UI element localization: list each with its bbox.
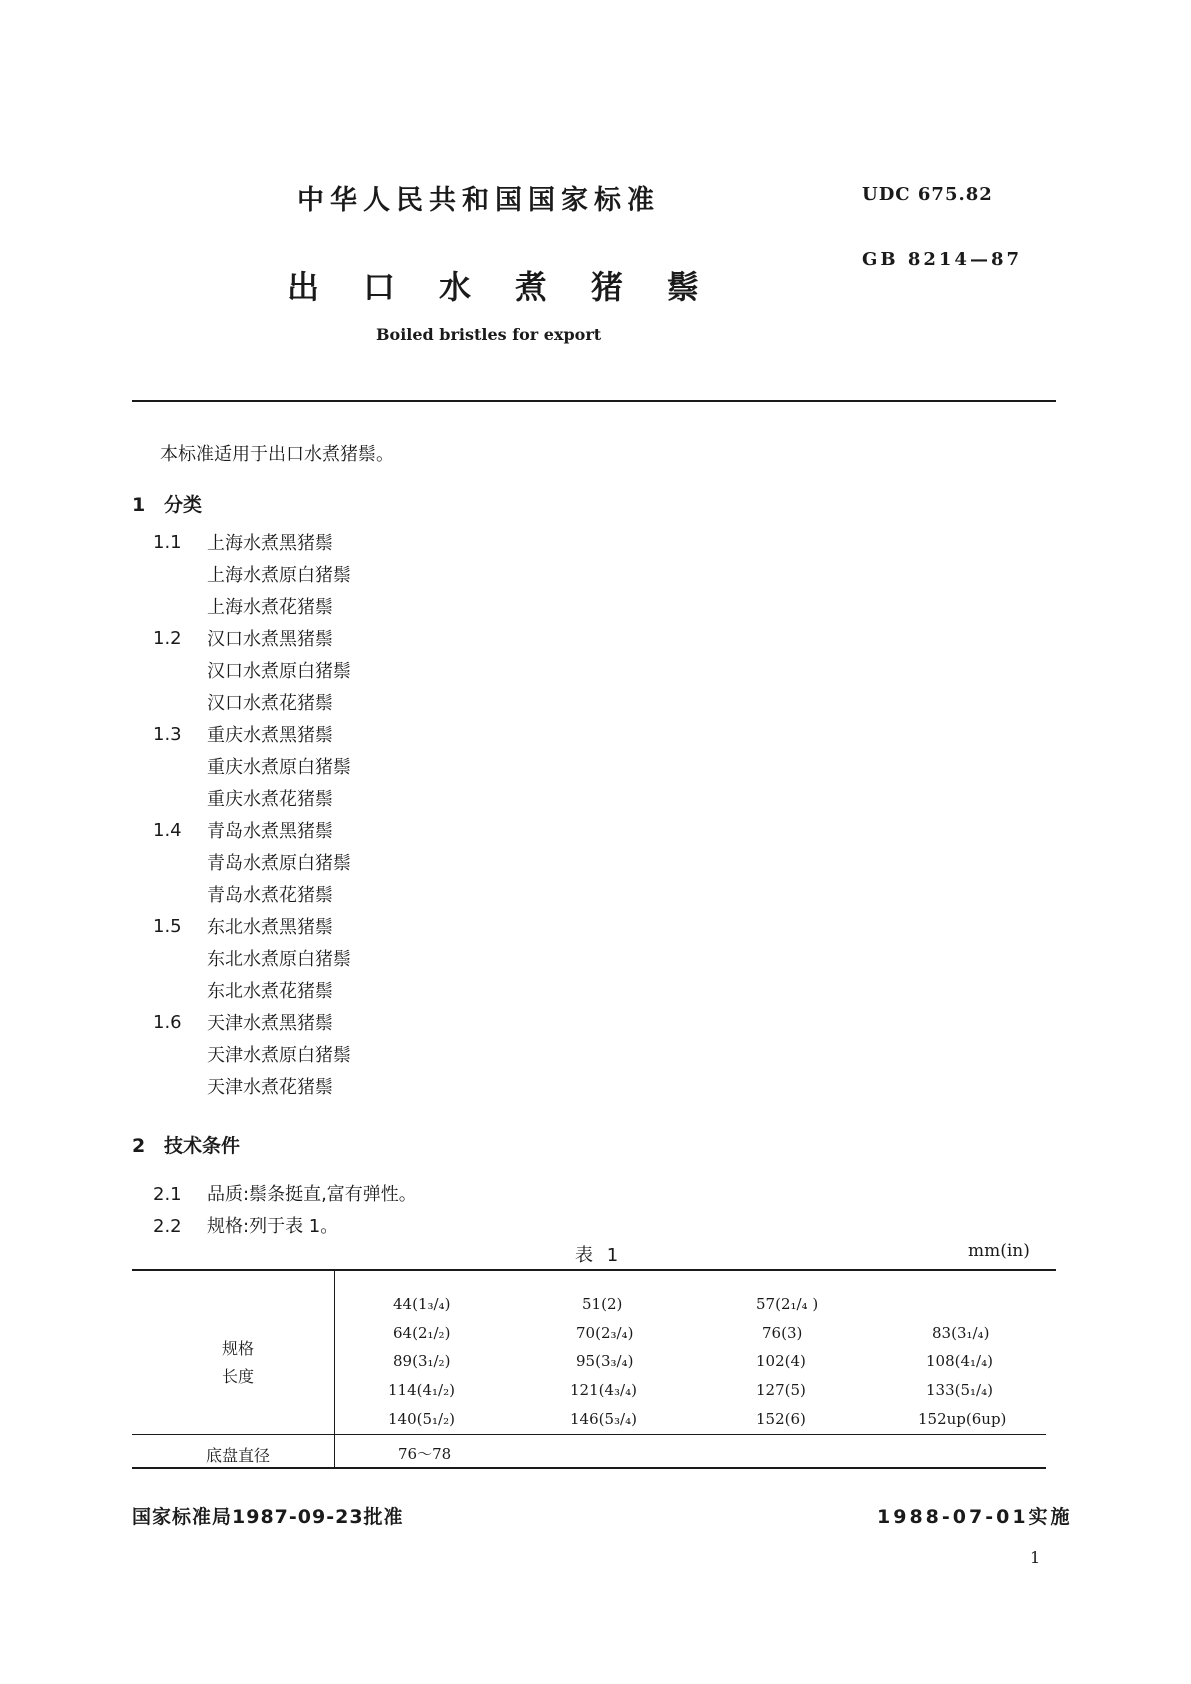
classification-item: 上海水煮花猪鬃: [207, 597, 333, 618]
clause-number: 2.2: [153, 1216, 182, 1237]
classification-item: 汉口水煮花猪鬃: [207, 693, 333, 714]
table-cell: 89(3₁/₂): [393, 1352, 451, 1370]
classification-item: 天津水煮花猪鬃: [207, 1077, 333, 1098]
base-diameter-value: 76～78: [398, 1445, 452, 1463]
clause-2-1: [153, 1180, 417, 1206]
classification-item: 上海水煮原白猪鬃: [207, 565, 351, 586]
clause-number: 1.1: [153, 532, 182, 553]
classification-item: 重庆水煮原白猪鬃: [207, 757, 351, 778]
table-cell: 146(5₃/₄): [570, 1410, 637, 1428]
classification-item: 重庆水煮黑猪鬃: [207, 725, 333, 746]
classification-item: 天津水煮原白猪鬃: [207, 1045, 351, 1066]
section-title: 技术条件: [164, 1135, 241, 1157]
header-divider: [132, 400, 1056, 402]
section-title: 分类: [164, 494, 203, 516]
section-1-heading: [132, 490, 202, 517]
clause-number: 1.6: [153, 1012, 182, 1033]
section-2-heading: [132, 1131, 240, 1158]
clause-number: 1.4: [153, 820, 182, 841]
clause-number: 1.5: [153, 916, 182, 937]
classification-item: 东北水煮花猪鬃: [207, 981, 333, 1002]
table-cell: 127(5): [756, 1381, 806, 1399]
table-cell: 51(2): [582, 1295, 623, 1313]
table-cell: 70(2₃/₄): [576, 1324, 634, 1342]
classification-item: 上海水煮黑猪鬃: [207, 533, 333, 554]
classification-item: 东北水煮原白猪鬃: [207, 949, 351, 970]
section-number: 2: [132, 1135, 146, 1157]
table-bottom-rule: [132, 1467, 1046, 1469]
table-cell: 57(2₁/₄ ): [756, 1295, 819, 1313]
table-top-rule: [132, 1269, 1056, 1271]
classification-item: 青岛水煮原白猪鬃: [207, 853, 351, 874]
table-cell: 133(5₁/₄): [926, 1381, 993, 1399]
table-cell: 64(2₁/₂): [393, 1324, 451, 1342]
table-cell: 95(3₃/₄): [576, 1352, 634, 1370]
clause-text: 品质:鬃条挺直,富有弹性。: [207, 1184, 417, 1205]
classification-item: 汉口水煮原白猪鬃: [207, 661, 351, 682]
approval-line: 国家标准局1987-09-23批准: [132, 1506, 404, 1528]
classification-item: 汉口水煮黑猪鬃: [207, 629, 333, 650]
classification-item: 重庆水煮花猪鬃: [207, 789, 333, 810]
classification-item: 东北水煮黑猪鬃: [207, 917, 333, 938]
table-cell: 76(3): [762, 1324, 803, 1342]
page-number: 1: [1030, 1548, 1041, 1567]
clause-number: 2.1: [153, 1184, 182, 1205]
document-title: 出口水煮猪鬃: [287, 268, 744, 306]
clause-2-2: [153, 1212, 338, 1238]
table-column-divider: [334, 1270, 335, 1467]
implementation-line: 1988-07-01实施: [877, 1506, 1073, 1528]
standard-name: 中华人民共和国国家标准: [297, 185, 660, 216]
table-cell: 102(4): [756, 1352, 806, 1370]
classification-item: 青岛水煮黑猪鬃: [207, 821, 333, 842]
table-row-divider: [132, 1434, 1046, 1435]
table-cell: 121(4₃/₄): [570, 1381, 637, 1399]
intro-paragraph: 本标准适用于出口水煮猪鬃。: [160, 444, 394, 465]
classification-item: 青岛水煮花猪鬃: [207, 885, 333, 906]
clause-number: 1.2: [153, 628, 182, 649]
table-cell: 152up(6up): [918, 1410, 1007, 1428]
table-cell: 140(5₁/₂): [388, 1410, 455, 1428]
base-diameter-label: 底盘直径: [205, 1446, 270, 1465]
table-cell: 83(3₁/₄): [932, 1324, 990, 1342]
table-cell: 152(6): [756, 1410, 806, 1428]
classification-item: 天津水煮黑猪鬃: [207, 1013, 333, 1034]
table-unit: mm(in): [968, 1241, 1030, 1261]
table-cell: 108(4₁/₄): [926, 1352, 993, 1370]
clause-text: 规格:列于表 1。: [207, 1216, 339, 1237]
spec-label-line2: 长度: [221, 1367, 254, 1386]
clause-number: 1.3: [153, 724, 182, 745]
udc-code: UDC 675.82: [862, 184, 993, 205]
table-caption: 表 1: [575, 1245, 623, 1266]
document-subtitle-en: Boiled bristles for export: [376, 325, 602, 344]
spec-label-line1: 规格: [221, 1339, 254, 1358]
section-number: 1: [132, 494, 146, 516]
table-cell: 114(4₁/₂): [388, 1381, 455, 1399]
gb-code: GB 8214—87: [862, 249, 1022, 270]
table-cell: 44(1₃/₄): [393, 1295, 451, 1313]
